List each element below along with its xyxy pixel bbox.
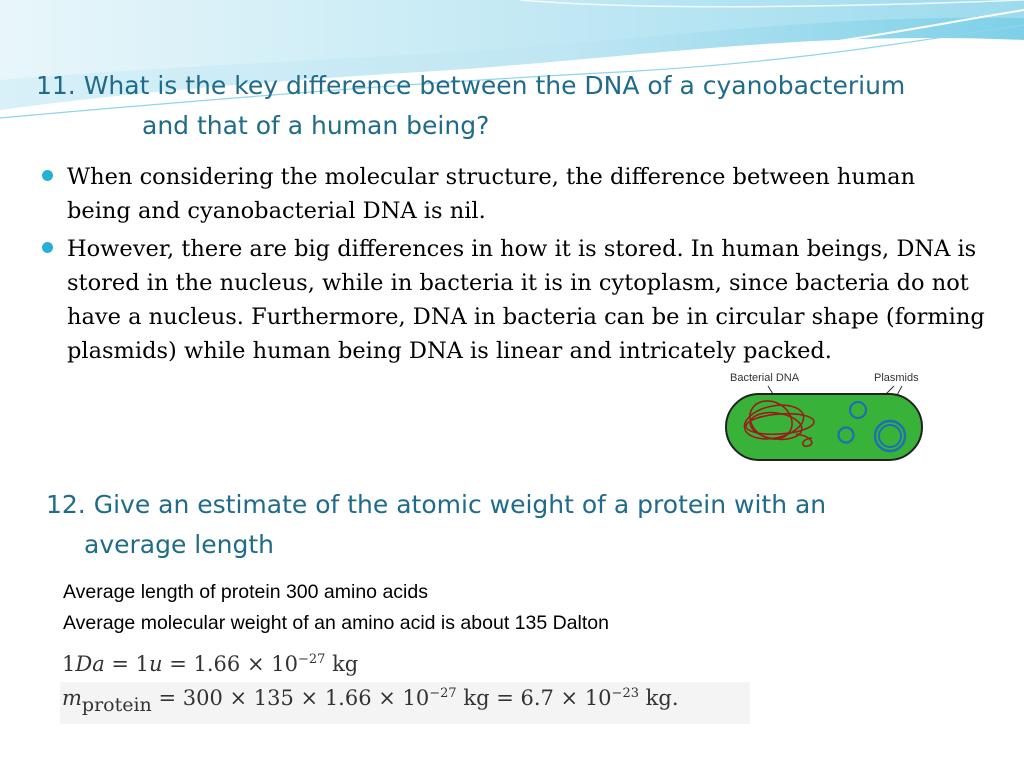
question-11-line2: and that of a human being? — [142, 111, 490, 140]
bacterial-cell-diagram — [716, 364, 930, 474]
question-12-line1: 12. Give an estimate of the atomic weight of a protein with an — [46, 490, 827, 519]
protein-mass-formula — [60, 682, 750, 724]
question-12-title — [46, 485, 946, 565]
formula-text: = 1.66 × 10 — [162, 652, 298, 676]
formula-exponent: −23 — [611, 686, 639, 701]
bacterial-dna-label: Bacterial DNA — [730, 372, 800, 384]
question-12-line2: average length — [84, 530, 274, 559]
bullet-dot-icon — [42, 170, 53, 181]
question-11-line1: 11. What is the key difference between the DNA of a cyanobacterium — [36, 71, 906, 100]
formula-text: = 300 × 135 × 1.66 × 10 — [151, 686, 430, 710]
formula-number: 1 — [62, 652, 76, 676]
bullet-dot-icon — [42, 242, 53, 253]
formula-text: kg = 6.7 × 10 — [456, 686, 612, 710]
formula-symbol: m — [62, 686, 82, 710]
answer-11-bullets — [40, 160, 985, 372]
bullet-text: However, there are big differences in how it is stored. In human beings, DNA is stored in the nucleus, while in bacteria it is in cytoplasm, since bacteria do not have a nucleus. Furthermore, DNA in bacteria can be in circular shape (forming plasmids) while human being DNA is linear and intricately packed. — [67, 236, 985, 364]
formula-unit: kg — [325, 652, 359, 676]
plasmids-label: Plasmids — [874, 372, 919, 384]
bullet-item — [40, 232, 985, 368]
formula-symbol: Da — [75, 652, 105, 676]
formula-subscript: protein — [81, 694, 152, 716]
question-11-title — [36, 66, 1006, 146]
formula-symbol: u — [149, 652, 163, 676]
formula-exponent: −27 — [297, 652, 326, 667]
bullet-text: When considering the molecular structure, the difference between human being and cyanobacterial DNA is nil. — [67, 164, 916, 224]
protein-length-note: Average length of protein 300 amino acids — [63, 581, 428, 603]
formula-text: = 1 — [104, 652, 150, 676]
formula-exponent: −27 — [429, 686, 457, 701]
bullet-item — [40, 160, 985, 228]
dalton-conversion-formula — [60, 648, 380, 682]
formula-unit: kg. — [638, 686, 679, 710]
amino-acid-weight-note: Average molecular weight of an amino acid is about 135 Dalton — [63, 612, 609, 634]
